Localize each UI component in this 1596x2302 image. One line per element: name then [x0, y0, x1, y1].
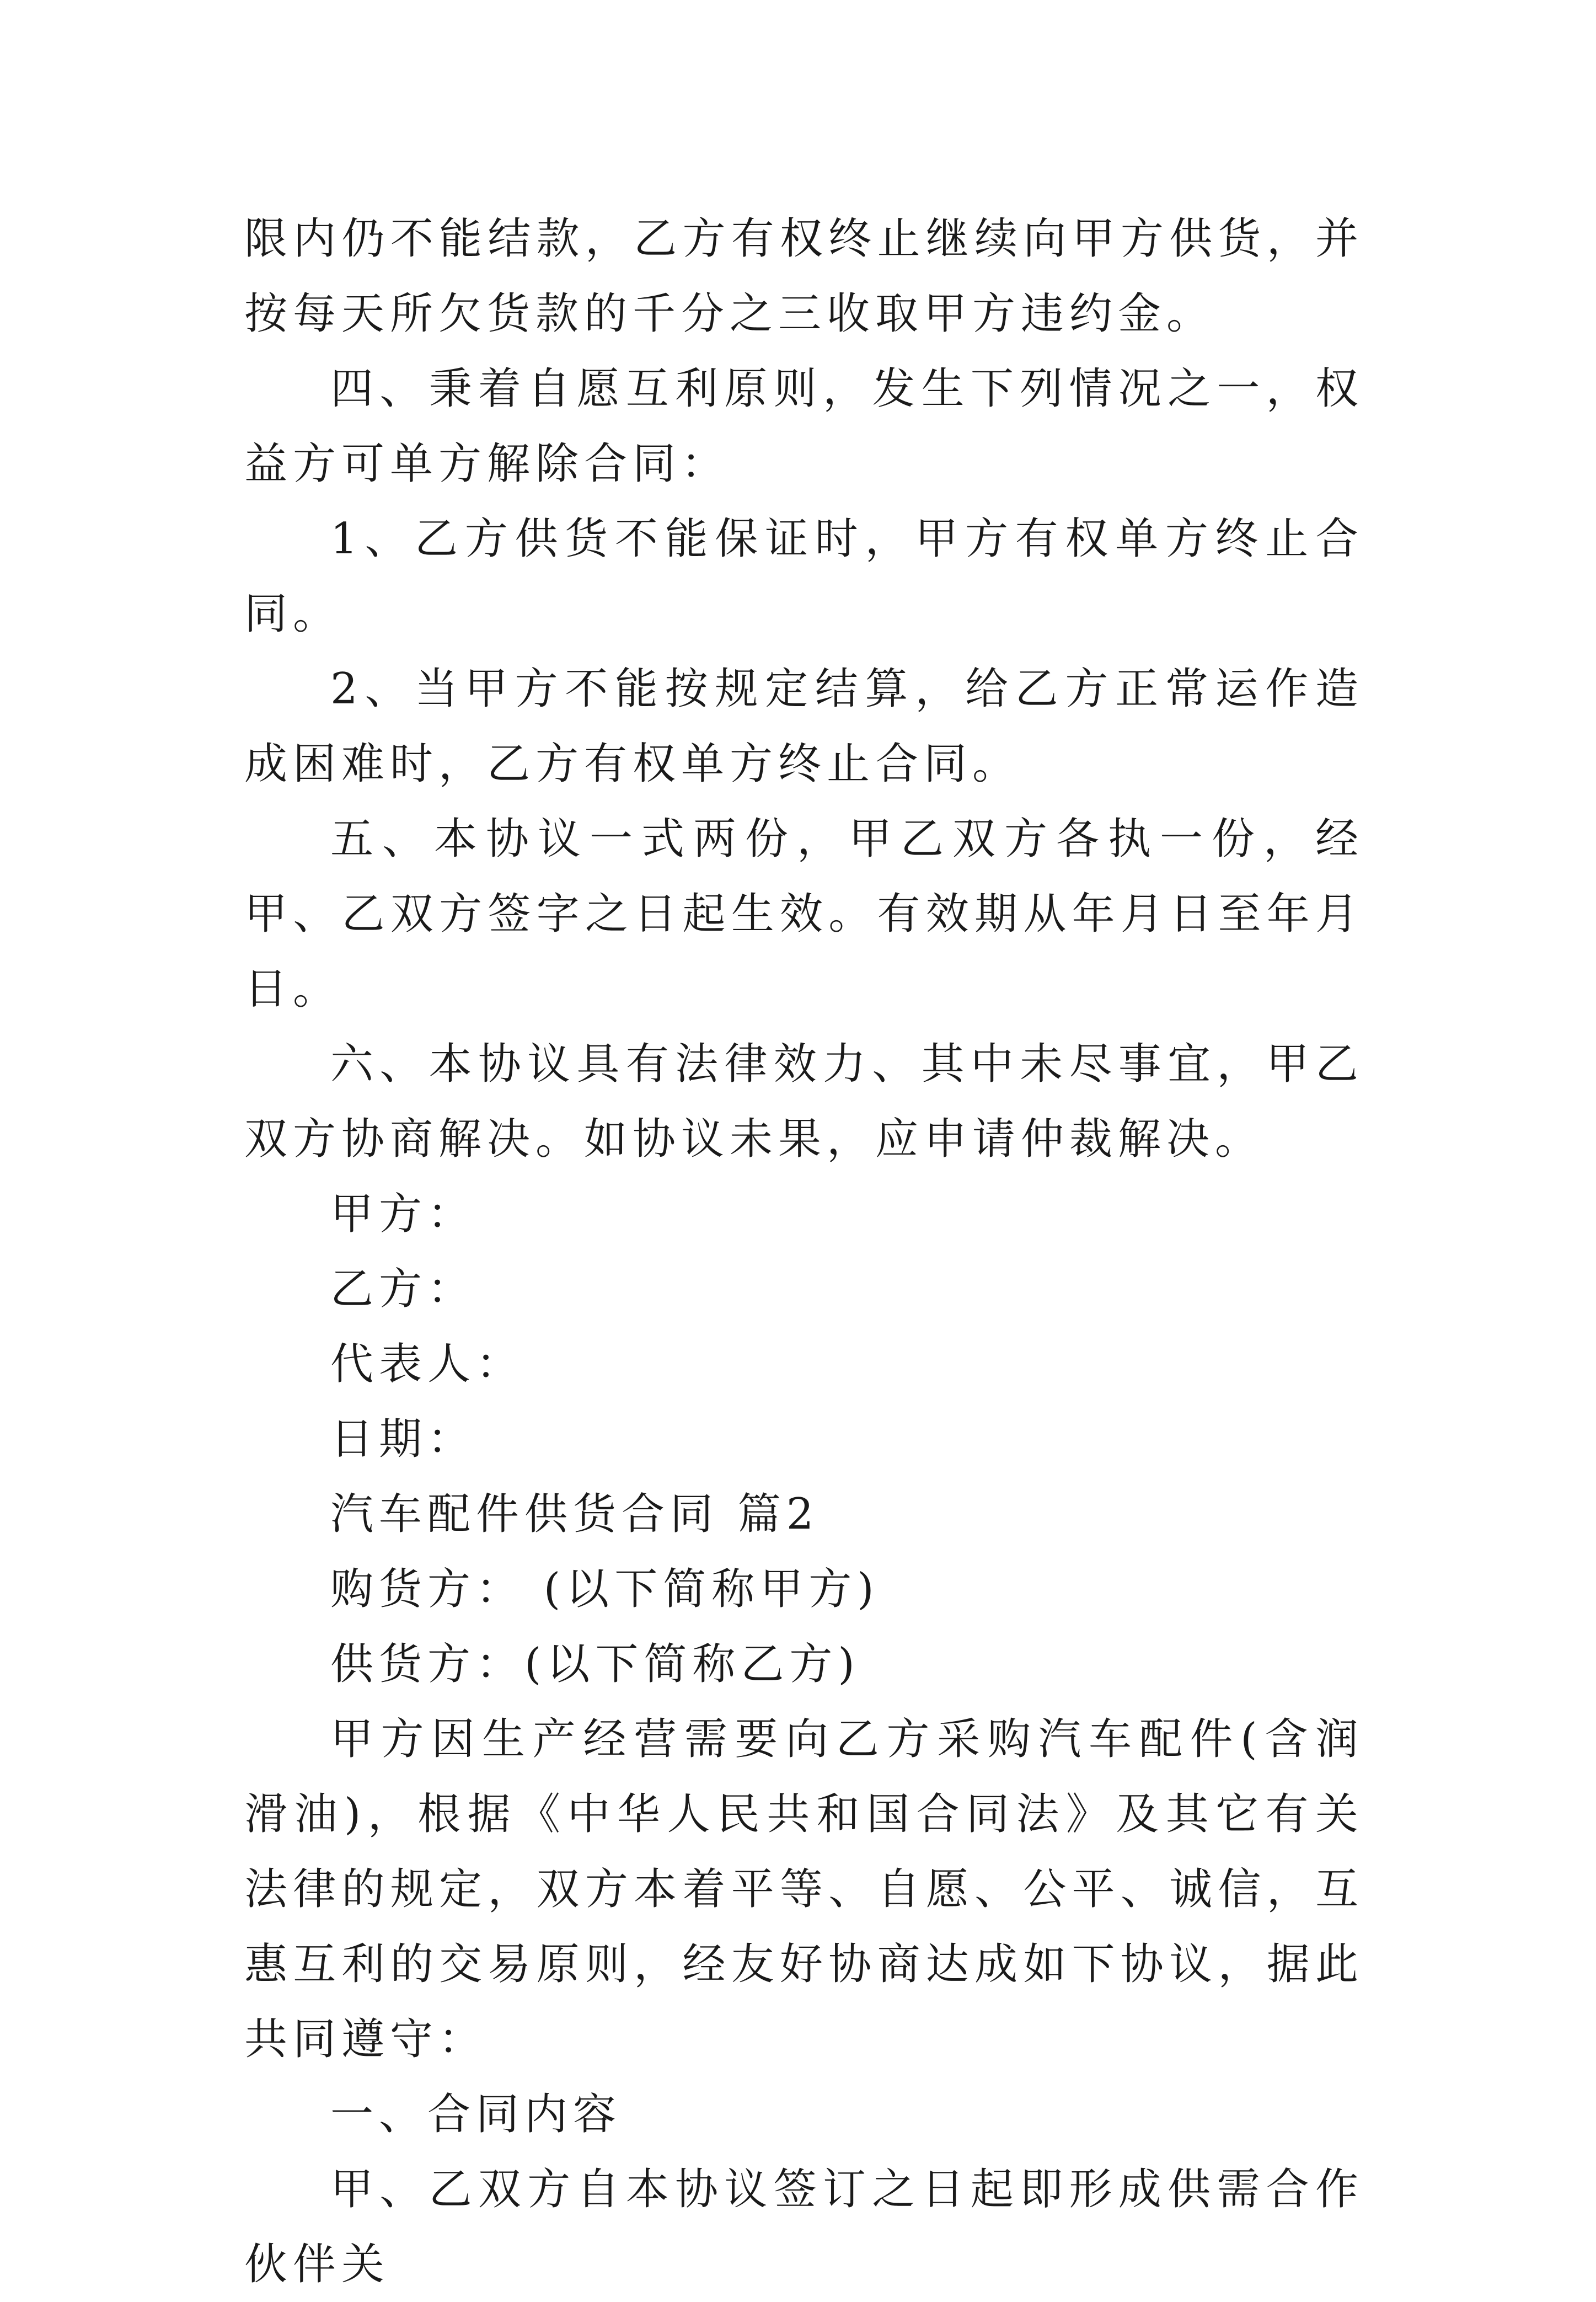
document-body: [244, 201, 1364, 2302]
signature-party-b: 乙方：: [330, 1264, 476, 1314]
signature-date: 日期：: [330, 1414, 476, 1464]
paragraph-partnership: 甲、乙双方自本协议签订之日起即形成供需合作伙伴关: [244, 2165, 1364, 2289]
section-title: 汽车配件供货合同 篇2: [330, 1489, 820, 1539]
heading-contract-content: 一、合同内容: [330, 2090, 622, 2139]
paragraph-clause-six: 六、本协议具有法律效力、其中未尽事宜，甲乙双方协商解决。如协议未果，应申请仲裁解决。: [244, 1039, 1364, 1164]
paragraph-clause-four: 四、秉着自愿互利原则，发生下列情况之一，权益方可单方解除合同：: [244, 364, 1364, 489]
buyer-line: 购货方： (以下简称甲方): [330, 1564, 880, 1614]
supplier-line: 供货方：(以下简称乙方): [330, 1639, 860, 1689]
paragraph-continuation-penalty: 限内仍不能结款，乙方有权终止继续向甲方供货，并按每天所欠货款的千分之三收取甲方违约金。: [244, 214, 1364, 339]
paragraph-preamble: 甲方因生产经营需要向乙方采购汽车配件(含润滑油)，根据《中华人民共和国合同法》及其它有关法律的规定，双方本着平等、自愿、公平、诚信，互惠互利的交易原则，经友好协商达成如下协议，据此共同遵守：: [244, 1715, 1364, 2064]
paragraph-clause-four-item-1: 1、乙方供货不能保证时，甲方有权单方终止合同。: [244, 514, 1364, 639]
signature-representative: 代表人：: [330, 1339, 525, 1389]
paragraph-clause-four-item-2: 2、当甲方不能按规定结算，给乙方正常运作造成困难时，乙方有权单方终止合同。: [244, 664, 1364, 789]
signature-party-a: 甲方：: [330, 1189, 476, 1239]
paragraph-clause-five: 五、本协议一式两份，甲乙双方各执一份，经甲、乙双方签字之日起生效。有效期从年月日至年月日。: [244, 814, 1364, 1014]
